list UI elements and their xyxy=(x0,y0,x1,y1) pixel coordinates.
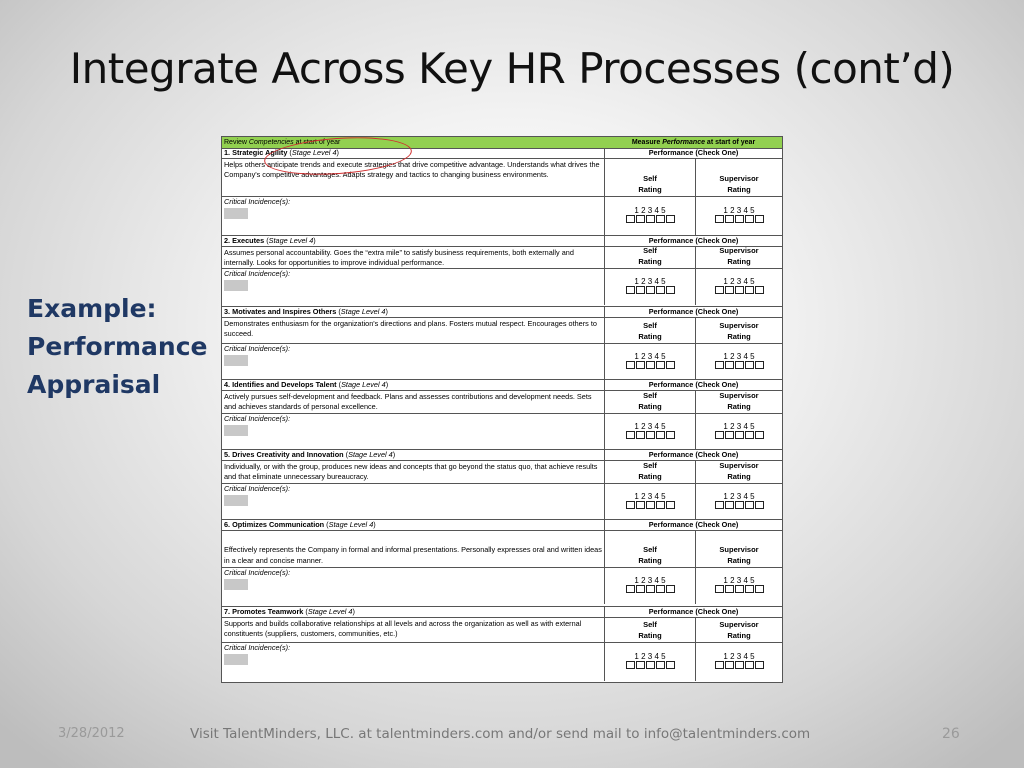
competency-title: 3. Motivates and Inspires Others (Stage Level 4) xyxy=(222,307,605,317)
supervisor-rating-checkboxes xyxy=(696,215,782,223)
supervisor-rating-checkboxes xyxy=(696,501,782,509)
self-checkbox-2[interactable] xyxy=(636,361,645,369)
supervisor-checkbox-3[interactable] xyxy=(735,361,744,369)
supervisor-checkbox-4[interactable] xyxy=(745,431,754,439)
self-checkbox-2[interactable] xyxy=(636,661,645,669)
self-checkbox-5[interactable] xyxy=(666,661,675,669)
competency-description: Assumes personal accountability. Goes the “extra mile” to satisfy business requirements, both externally and internally. Looks for opportunities to improve individual performance. xyxy=(224,248,574,268)
supervisor-rating-checkboxes xyxy=(696,431,782,439)
supervisor-checkbox-1[interactable] xyxy=(715,585,724,593)
performance-check-label: Performance (Check One) xyxy=(648,380,739,389)
supervisor-checkbox-5[interactable] xyxy=(755,661,764,669)
supervisor-checkbox-5[interactable] xyxy=(755,501,764,509)
supervisor-checkbox-4[interactable] xyxy=(745,501,754,509)
footer-contact: Visit TalentMinders, LLC. at talentminders.com and/or send mail to info@talentminders.com xyxy=(190,726,811,742)
critical-incidence-field[interactable] xyxy=(224,654,248,665)
critical-incidence-field[interactable] xyxy=(224,495,248,506)
supervisor-scale-numbers: 1 2 3 4 5 xyxy=(723,277,755,286)
supervisor-checkbox-3[interactable] xyxy=(735,215,744,223)
competency-title: 1. Strategic Agility (Stage Level 4) xyxy=(222,148,605,158)
competency-block xyxy=(222,235,782,304)
self-checkbox-4[interactable] xyxy=(656,431,665,439)
self-rating-checkboxes xyxy=(605,286,695,294)
supervisor-checkbox-2[interactable] xyxy=(725,431,734,439)
supervisor-checkbox-1[interactable] xyxy=(715,215,724,223)
header-measure-performance: Measure Performance at start of year xyxy=(631,139,756,146)
page-number: 26 xyxy=(942,726,960,742)
competency-description: Individually, or with the group, produces new ideas and concepts that go beyond the status quo, that achieve results and that eliminate unnecessary bureaucracy. xyxy=(224,462,598,482)
supervisor-rating-checkboxes xyxy=(696,661,782,669)
competency-description: Actively pursues self-development and feedback. Plans and assesses contributions and development needs. Sets and achieves standards of personal excellence. xyxy=(224,392,592,412)
performance-check-label: Performance (Check One) xyxy=(648,236,739,245)
supervisor-rating-label: Supervisor Rating xyxy=(719,321,759,341)
self-scale-numbers: 1 2 3 4 5 xyxy=(634,652,666,661)
self-checkbox-1[interactable] xyxy=(626,661,635,669)
critical-incidence-label: Critical Incidence(s): xyxy=(224,643,291,652)
critical-incidence-field[interactable] xyxy=(224,579,248,590)
supervisor-checkbox-4[interactable] xyxy=(745,286,754,294)
self-checkbox-1[interactable] xyxy=(626,361,635,369)
critical-incidence-field[interactable] xyxy=(224,208,248,219)
self-checkbox-4[interactable] xyxy=(656,215,665,223)
supervisor-rating-checkboxes xyxy=(696,286,782,294)
slide-title: Integrate Across Key HR Processes (cont’d) xyxy=(69,44,955,93)
supervisor-checkbox-5[interactable] xyxy=(755,431,764,439)
self-rating-checkboxes xyxy=(605,361,695,369)
supervisor-checkbox-3[interactable] xyxy=(735,431,744,439)
supervisor-rating-label: Supervisor Rating xyxy=(719,174,759,194)
supervisor-scale-numbers: 1 2 3 4 5 xyxy=(723,352,755,361)
self-checkbox-2[interactable] xyxy=(636,431,645,439)
supervisor-checkbox-2[interactable] xyxy=(725,286,734,294)
self-checkbox-4[interactable] xyxy=(656,501,665,509)
self-rating-checkboxes xyxy=(605,585,695,593)
supervisor-checkbox-5[interactable] xyxy=(755,286,764,294)
footer-date: 3/28/2012 xyxy=(58,726,125,741)
self-scale-numbers: 1 2 3 4 5 xyxy=(634,492,666,501)
supervisor-rating-checkboxes xyxy=(696,361,782,369)
self-checkbox-5[interactable] xyxy=(666,215,675,223)
self-checkbox-1[interactable] xyxy=(626,215,635,223)
competency-block xyxy=(222,449,782,519)
supervisor-checkbox-2[interactable] xyxy=(725,661,734,669)
supervisor-checkbox-4[interactable] xyxy=(745,215,754,223)
supervisor-scale-numbers: 1 2 3 4 5 xyxy=(723,652,755,661)
self-checkbox-1[interactable] xyxy=(626,286,635,294)
competency-title: 7. Promotes Teamwork (Stage Level 4) xyxy=(222,607,605,617)
critical-incidence-field[interactable] xyxy=(224,355,248,366)
self-checkbox-2[interactable] xyxy=(636,215,645,223)
supervisor-rating-checkboxes xyxy=(696,585,782,593)
critical-incidence-label: Critical Incidence(s): xyxy=(224,344,291,353)
critical-incidence-label: Critical Incidence(s): xyxy=(224,568,291,577)
self-checkbox-1[interactable] xyxy=(626,501,635,509)
supervisor-checkbox-3[interactable] xyxy=(735,286,744,294)
supervisor-scale-numbers: 1 2 3 4 5 xyxy=(723,206,755,215)
self-checkbox-1[interactable] xyxy=(626,585,635,593)
side-label xyxy=(27,290,217,404)
critical-incidence-label: Critical Incidence(s): xyxy=(224,197,291,206)
supervisor-checkbox-4[interactable] xyxy=(745,585,754,593)
competency-description: Supports and builds collaborative relationships at all levels and across the organization as well as with external constituents (suppliers, customers, communities, etc.) xyxy=(224,619,582,639)
appraisal-form xyxy=(221,136,783,683)
self-scale-numbers: 1 2 3 4 5 xyxy=(634,277,666,286)
critical-incidence-label: Critical Incidence(s): xyxy=(224,484,291,493)
self-rating-checkboxes xyxy=(605,431,695,439)
supervisor-rating-label: Supervisor Rating xyxy=(719,246,759,266)
self-checkbox-4[interactable] xyxy=(656,585,665,593)
self-rating-checkboxes xyxy=(605,661,695,669)
supervisor-checkbox-3[interactable] xyxy=(735,661,744,669)
competency-title: 5. Drives Creativity and Innovation (Stage Level 4) xyxy=(222,450,605,460)
performance-check-label: Performance (Check One) xyxy=(648,148,739,157)
self-checkbox-2[interactable] xyxy=(636,585,645,593)
self-scale-numbers: 1 2 3 4 5 xyxy=(634,576,666,585)
supervisor-rating-label: Supervisor Rating xyxy=(719,545,759,565)
self-scale-numbers: 1 2 3 4 5 xyxy=(634,422,666,431)
critical-incidence-label: Critical Incidence(s): xyxy=(224,269,291,278)
self-checkbox-3[interactable] xyxy=(646,286,655,294)
self-rating-checkboxes xyxy=(605,501,695,509)
side-label-line-3: Appraisal xyxy=(27,370,161,399)
self-checkbox-3[interactable] xyxy=(646,361,655,369)
self-rating-label: Self Rating xyxy=(638,174,662,194)
self-checkbox-5[interactable] xyxy=(666,501,675,509)
supervisor-rating-label: Supervisor Rating xyxy=(719,461,759,481)
supervisor-scale-numbers: 1 2 3 4 5 xyxy=(723,576,755,585)
supervisor-checkbox-1[interactable] xyxy=(715,361,724,369)
critical-incidence-label: Critical Incidence(s): xyxy=(224,414,291,423)
supervisor-checkbox-1[interactable] xyxy=(715,661,724,669)
self-checkbox-3[interactable] xyxy=(646,431,655,439)
self-rating-label: Self Rating xyxy=(638,321,662,341)
self-checkbox-3[interactable] xyxy=(646,501,655,509)
self-checkbox-5[interactable] xyxy=(666,361,675,369)
side-label-line-2: Performance xyxy=(27,332,208,361)
self-checkbox-3[interactable] xyxy=(646,585,655,593)
self-checkbox-3[interactable] xyxy=(646,661,655,669)
self-checkbox-3[interactable] xyxy=(646,215,655,223)
performance-check-label: Performance (Check One) xyxy=(648,307,739,316)
supervisor-checkbox-1[interactable] xyxy=(715,286,724,294)
self-checkbox-4[interactable] xyxy=(656,661,665,669)
side-label-line-1: Example: xyxy=(27,294,157,323)
self-checkbox-2[interactable] xyxy=(636,286,645,294)
competency-description: Helps others anticipate trends and execute strategies that drive competitive advantage. Understands what drives the Company's competitive advantages. Adapts strategy and tactics to changing business environments. xyxy=(224,160,600,180)
self-scale-numbers: 1 2 3 4 5 xyxy=(634,206,666,215)
self-rating-label: Self Rating xyxy=(638,246,662,266)
supervisor-checkbox-1[interactable] xyxy=(715,431,724,439)
self-rating-checkboxes xyxy=(605,215,695,223)
self-rating-label: Self Rating xyxy=(638,545,662,565)
supervisor-rating-label: Supervisor Rating xyxy=(719,391,759,411)
self-rating-label: Self Rating xyxy=(638,461,662,481)
self-checkbox-5[interactable] xyxy=(666,431,675,439)
supervisor-checkbox-5[interactable] xyxy=(755,585,764,593)
self-checkbox-5[interactable] xyxy=(666,585,675,593)
competency-title: 6. Optimizes Communication (Stage Level 4) xyxy=(222,520,605,530)
competency-block xyxy=(222,519,782,603)
supervisor-checkbox-1[interactable] xyxy=(715,501,724,509)
header-review-competencies: Review Competencies at start of year xyxy=(224,139,341,146)
competency-title: 2. Executes (Stage Level 4) xyxy=(222,236,605,246)
competency-block xyxy=(222,306,782,378)
self-checkbox-5[interactable] xyxy=(666,286,675,294)
supervisor-checkbox-4[interactable] xyxy=(745,361,754,369)
self-scale-numbers: 1 2 3 4 5 xyxy=(634,352,666,361)
supervisor-scale-numbers: 1 2 3 4 5 xyxy=(723,492,755,501)
competency-block xyxy=(222,606,782,680)
performance-check-label: Performance (Check One) xyxy=(648,450,739,459)
competency-block xyxy=(222,379,782,449)
supervisor-checkbox-2[interactable] xyxy=(725,585,734,593)
self-rating-label: Self Rating xyxy=(638,620,662,640)
supervisor-checkbox-2[interactable] xyxy=(725,361,734,369)
critical-incidence-field[interactable] xyxy=(224,280,248,291)
competency-description: Demonstrates enthusiasm for the organization's directions and plans. Fosters mutual respect. Encourages others to succeed. xyxy=(224,319,597,339)
critical-incidence-field[interactable] xyxy=(224,425,248,436)
supervisor-scale-numbers: 1 2 3 4 5 xyxy=(723,422,755,431)
self-rating-label: Self Rating xyxy=(638,391,662,411)
self-checkbox-4[interactable] xyxy=(656,286,665,294)
supervisor-rating-label: Supervisor Rating xyxy=(719,620,759,640)
self-checkbox-4[interactable] xyxy=(656,361,665,369)
supervisor-checkbox-3[interactable] xyxy=(735,501,744,509)
supervisor-checkbox-3[interactable] xyxy=(735,585,744,593)
self-checkbox-2[interactable] xyxy=(636,501,645,509)
performance-check-label: Performance (Check One) xyxy=(648,520,739,529)
supervisor-checkbox-2[interactable] xyxy=(725,215,734,223)
supervisor-checkbox-5[interactable] xyxy=(755,215,764,223)
supervisor-checkbox-4[interactable] xyxy=(745,661,754,669)
supervisor-checkbox-2[interactable] xyxy=(725,501,734,509)
competency-description: Effectively represents the Company in formal and informal presentations. Personally expresses oral and written ideas in a clear and concise manner. xyxy=(224,545,602,565)
self-checkbox-1[interactable] xyxy=(626,431,635,439)
supervisor-checkbox-5[interactable] xyxy=(755,361,764,369)
performance-check-label: Performance (Check One) xyxy=(648,607,739,616)
competency-title: 4. Identifies and Develops Talent (Stage Level 4) xyxy=(222,380,605,390)
